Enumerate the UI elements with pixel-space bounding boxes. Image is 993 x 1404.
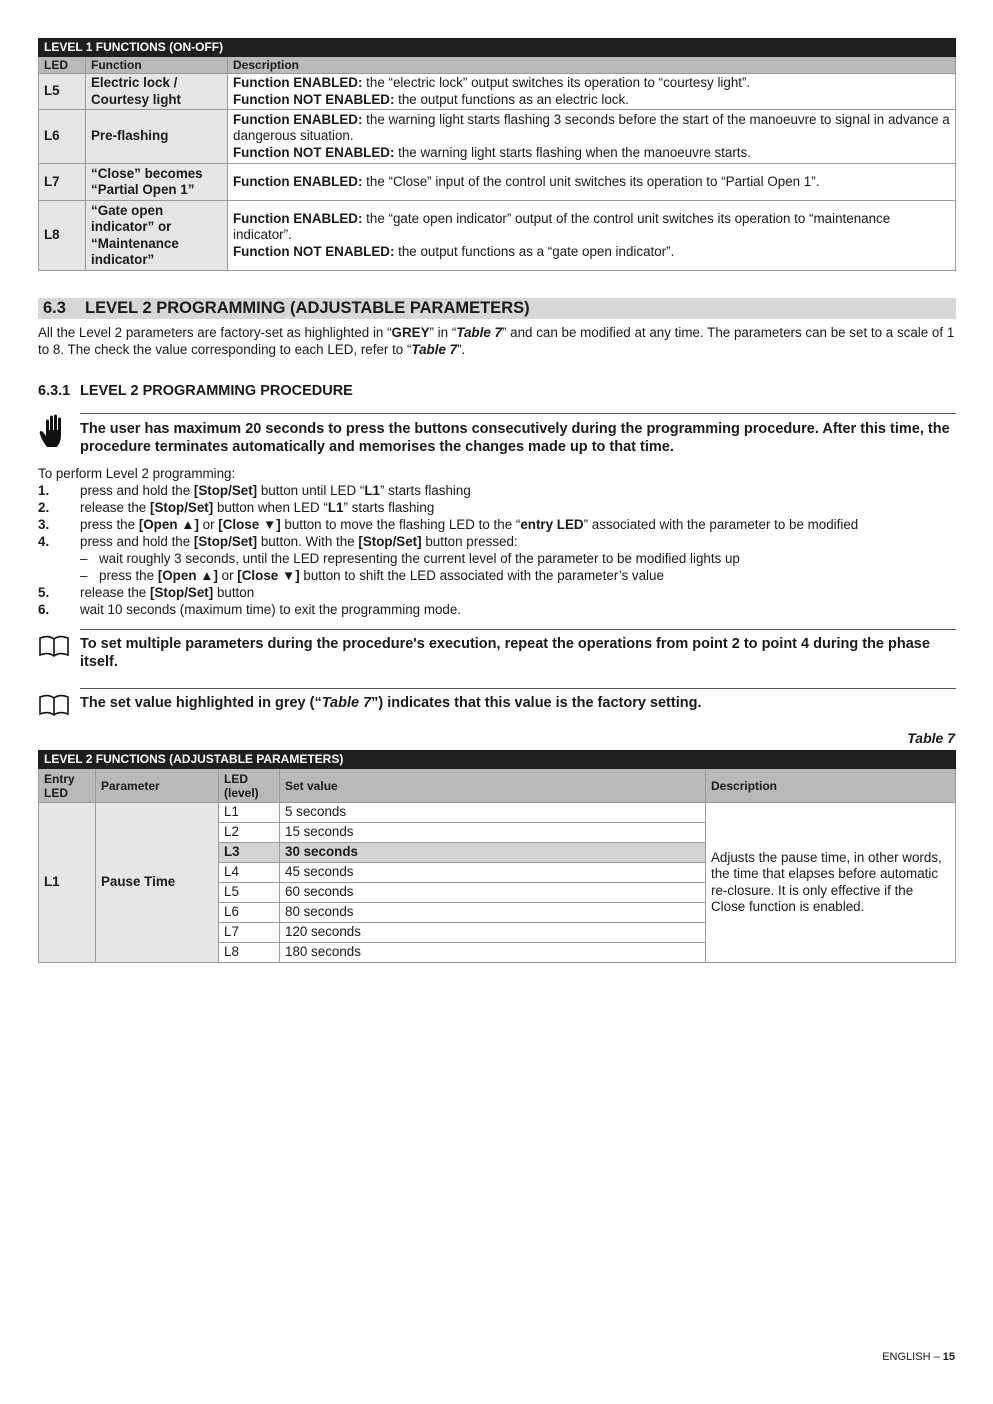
warning-note <box>38 413 956 459</box>
header-led: LED <box>39 57 86 74</box>
function-cell: “Close” becomes “Partial Open 1” <box>86 164 228 201</box>
led-level-cell: L4 <box>219 863 280 883</box>
header-function: Function <box>86 57 228 74</box>
section-title: LEVEL 2 PROGRAMMING (ADJUSTABLE PARAMETERS) <box>85 299 530 317</box>
info-note <box>38 688 956 718</box>
set-value-cell: 60 seconds <box>280 883 706 903</box>
description-cell: Function ENABLED: the warning light starts flashing 3 seconds before the start of the manoeuvre to signal in advance a dangerous situation. Function NOT ENABLED: the warning light starts flashing when the manoeuvre starts. <box>228 110 956 164</box>
table-caption: LEVEL 1 FUNCTIONS (ON-OFF) <box>39 39 956 57</box>
list-item: 4. press and hold the [Stop/Set] button. With the [Stop/Set] button pressed: <box>38 534 518 549</box>
subsection-heading <box>38 383 353 400</box>
subsection-number: 6.3.1 <box>38 383 71 399</box>
steps-intro: To perform Level 2 programming: <box>38 466 236 481</box>
list-item: – press the [Open ▲] or [Close ▼] button to shift the LED associated with the parameter’s value <box>80 568 664 583</box>
table-row <box>39 164 956 201</box>
header-led-level: LED (level) <box>219 769 280 803</box>
description-cell: Function ENABLED: the “gate open indicator” output of the control unit switches its operation to “maintenance indicator”. Function NOT ENABLED: the output functions as a “gate open indicator”. <box>228 201 956 271</box>
table-label: Table 7 <box>907 730 955 746</box>
header-description: Description <box>228 57 956 74</box>
led-level-cell: L7 <box>219 923 280 943</box>
footer-language: ENGLISH – <box>882 1351 943 1363</box>
subsection-title: LEVEL 2 PROGRAMMING PROCEDURE <box>80 383 353 399</box>
set-value-cell: 80 seconds <box>280 903 706 923</box>
set-value-cell: 45 seconds <box>280 863 706 883</box>
table-row <box>39 110 956 164</box>
table-row <box>39 74 956 110</box>
section-heading <box>38 298 956 319</box>
led-cell: L5 <box>39 74 86 110</box>
procedure-steps <box>38 466 956 619</box>
header-set-value: Set value <box>280 769 706 803</box>
table-row <box>39 201 956 271</box>
set-value-cell: 15 seconds <box>280 823 706 843</box>
page-number: 15 <box>942 1351 955 1363</box>
description-cell: Function ENABLED: the “Close” input of the control unit switches its operation to “Partial Open 1”. <box>228 164 956 201</box>
led-level-cell: L8 <box>219 943 280 963</box>
info-note-text: The set value highlighted in grey (“Table 7”) indicates that this value is the factory setting. <box>80 695 702 711</box>
led-level-cell: L2 <box>219 823 280 843</box>
page-footer <box>882 1349 955 1366</box>
set-value-cell: 5 seconds <box>280 803 706 823</box>
open-book-icon <box>38 634 70 663</box>
description-cell: Function ENABLED: the “electric lock” output switches its operation to “courtesy light”. Function NOT ENABLED: the output functions as an electric lock. <box>228 74 956 110</box>
table-caption: LEVEL 2 FUNCTIONS (ADJUSTABLE PARAMETERS) <box>39 751 956 769</box>
set-value-cell: 30 seconds <box>280 843 706 863</box>
open-book-icon <box>38 693 70 722</box>
led-cell: L6 <box>39 110 86 164</box>
list-item: – wait roughly 3 seconds, until the LED representing the current level of the parameter to be modified lights up <box>80 551 740 566</box>
led-level-cell: L3 <box>219 843 280 863</box>
function-cell: “Gate open indicator” or “Maintenance indicator” <box>86 201 228 271</box>
info-note <box>38 629 956 673</box>
level1-functions-table <box>38 38 956 271</box>
info-note-text: To set multiple parameters during the procedure's execution, repeat the operations from point 2 to point 4 during the phase itself. <box>80 636 930 670</box>
set-value-cell: 120 seconds <box>280 923 706 943</box>
table-row <box>39 803 956 823</box>
section-intro: All the Level 2 parameters are factory-set as highlighted in “GREY” in “Table 7” and can be modified at any time. The parameters can be set to a scale of 1 to 8. The check the value corresponding to each LED, refer to “Table 7”. <box>38 325 955 357</box>
level2-functions-table <box>38 750 956 963</box>
header-entry-led: Entry LED <box>39 769 96 803</box>
led-cell: L7 <box>39 164 86 201</box>
description-cell: Adjusts the pause time, in other words, the time that elapses before automatic re-closure. It is only effective if the Close function is enabled. <box>706 803 956 963</box>
entry-led-cell: L1 <box>39 803 96 963</box>
header-parameter: Parameter <box>96 769 219 803</box>
section-number: 6.3 <box>43 299 66 317</box>
led-level-cell: L5 <box>219 883 280 903</box>
set-value-cell: 180 seconds <box>280 943 706 963</box>
led-cell: L8 <box>39 201 86 271</box>
header-description: Description <box>706 769 956 803</box>
parameter-cell: Pause Time <box>96 803 219 963</box>
list-item: 6. wait 10 seconds (maximum time) to exit the programming mode. <box>38 602 462 617</box>
list-item: 2. release the [Stop/Set] button when LED “L1” starts flashing <box>38 500 435 515</box>
function-cell: Pre-flashing <box>86 110 228 164</box>
list-item: 1. press and hold the [Stop/Set] button until LED “L1” starts flashing <box>38 483 471 498</box>
led-level-cell: L6 <box>219 903 280 923</box>
list-item: 5. release the [Stop/Set] button <box>38 585 255 600</box>
led-level-cell: L1 <box>219 803 280 823</box>
list-item: 3. press the [Open ▲] or [Close ▼] button to move the flashing LED to the “entry LED” associated with the parameter to be modified <box>38 517 859 532</box>
function-cell: Electric lock / Courtesy light <box>86 74 228 110</box>
hand-stop-icon <box>38 413 70 454</box>
warning-note-text: The user has maximum 20 seconds to press the buttons consecutively during the programming procedure. After this time, the procedure terminates automatically and memorises the changes made up to that time. <box>80 421 950 455</box>
